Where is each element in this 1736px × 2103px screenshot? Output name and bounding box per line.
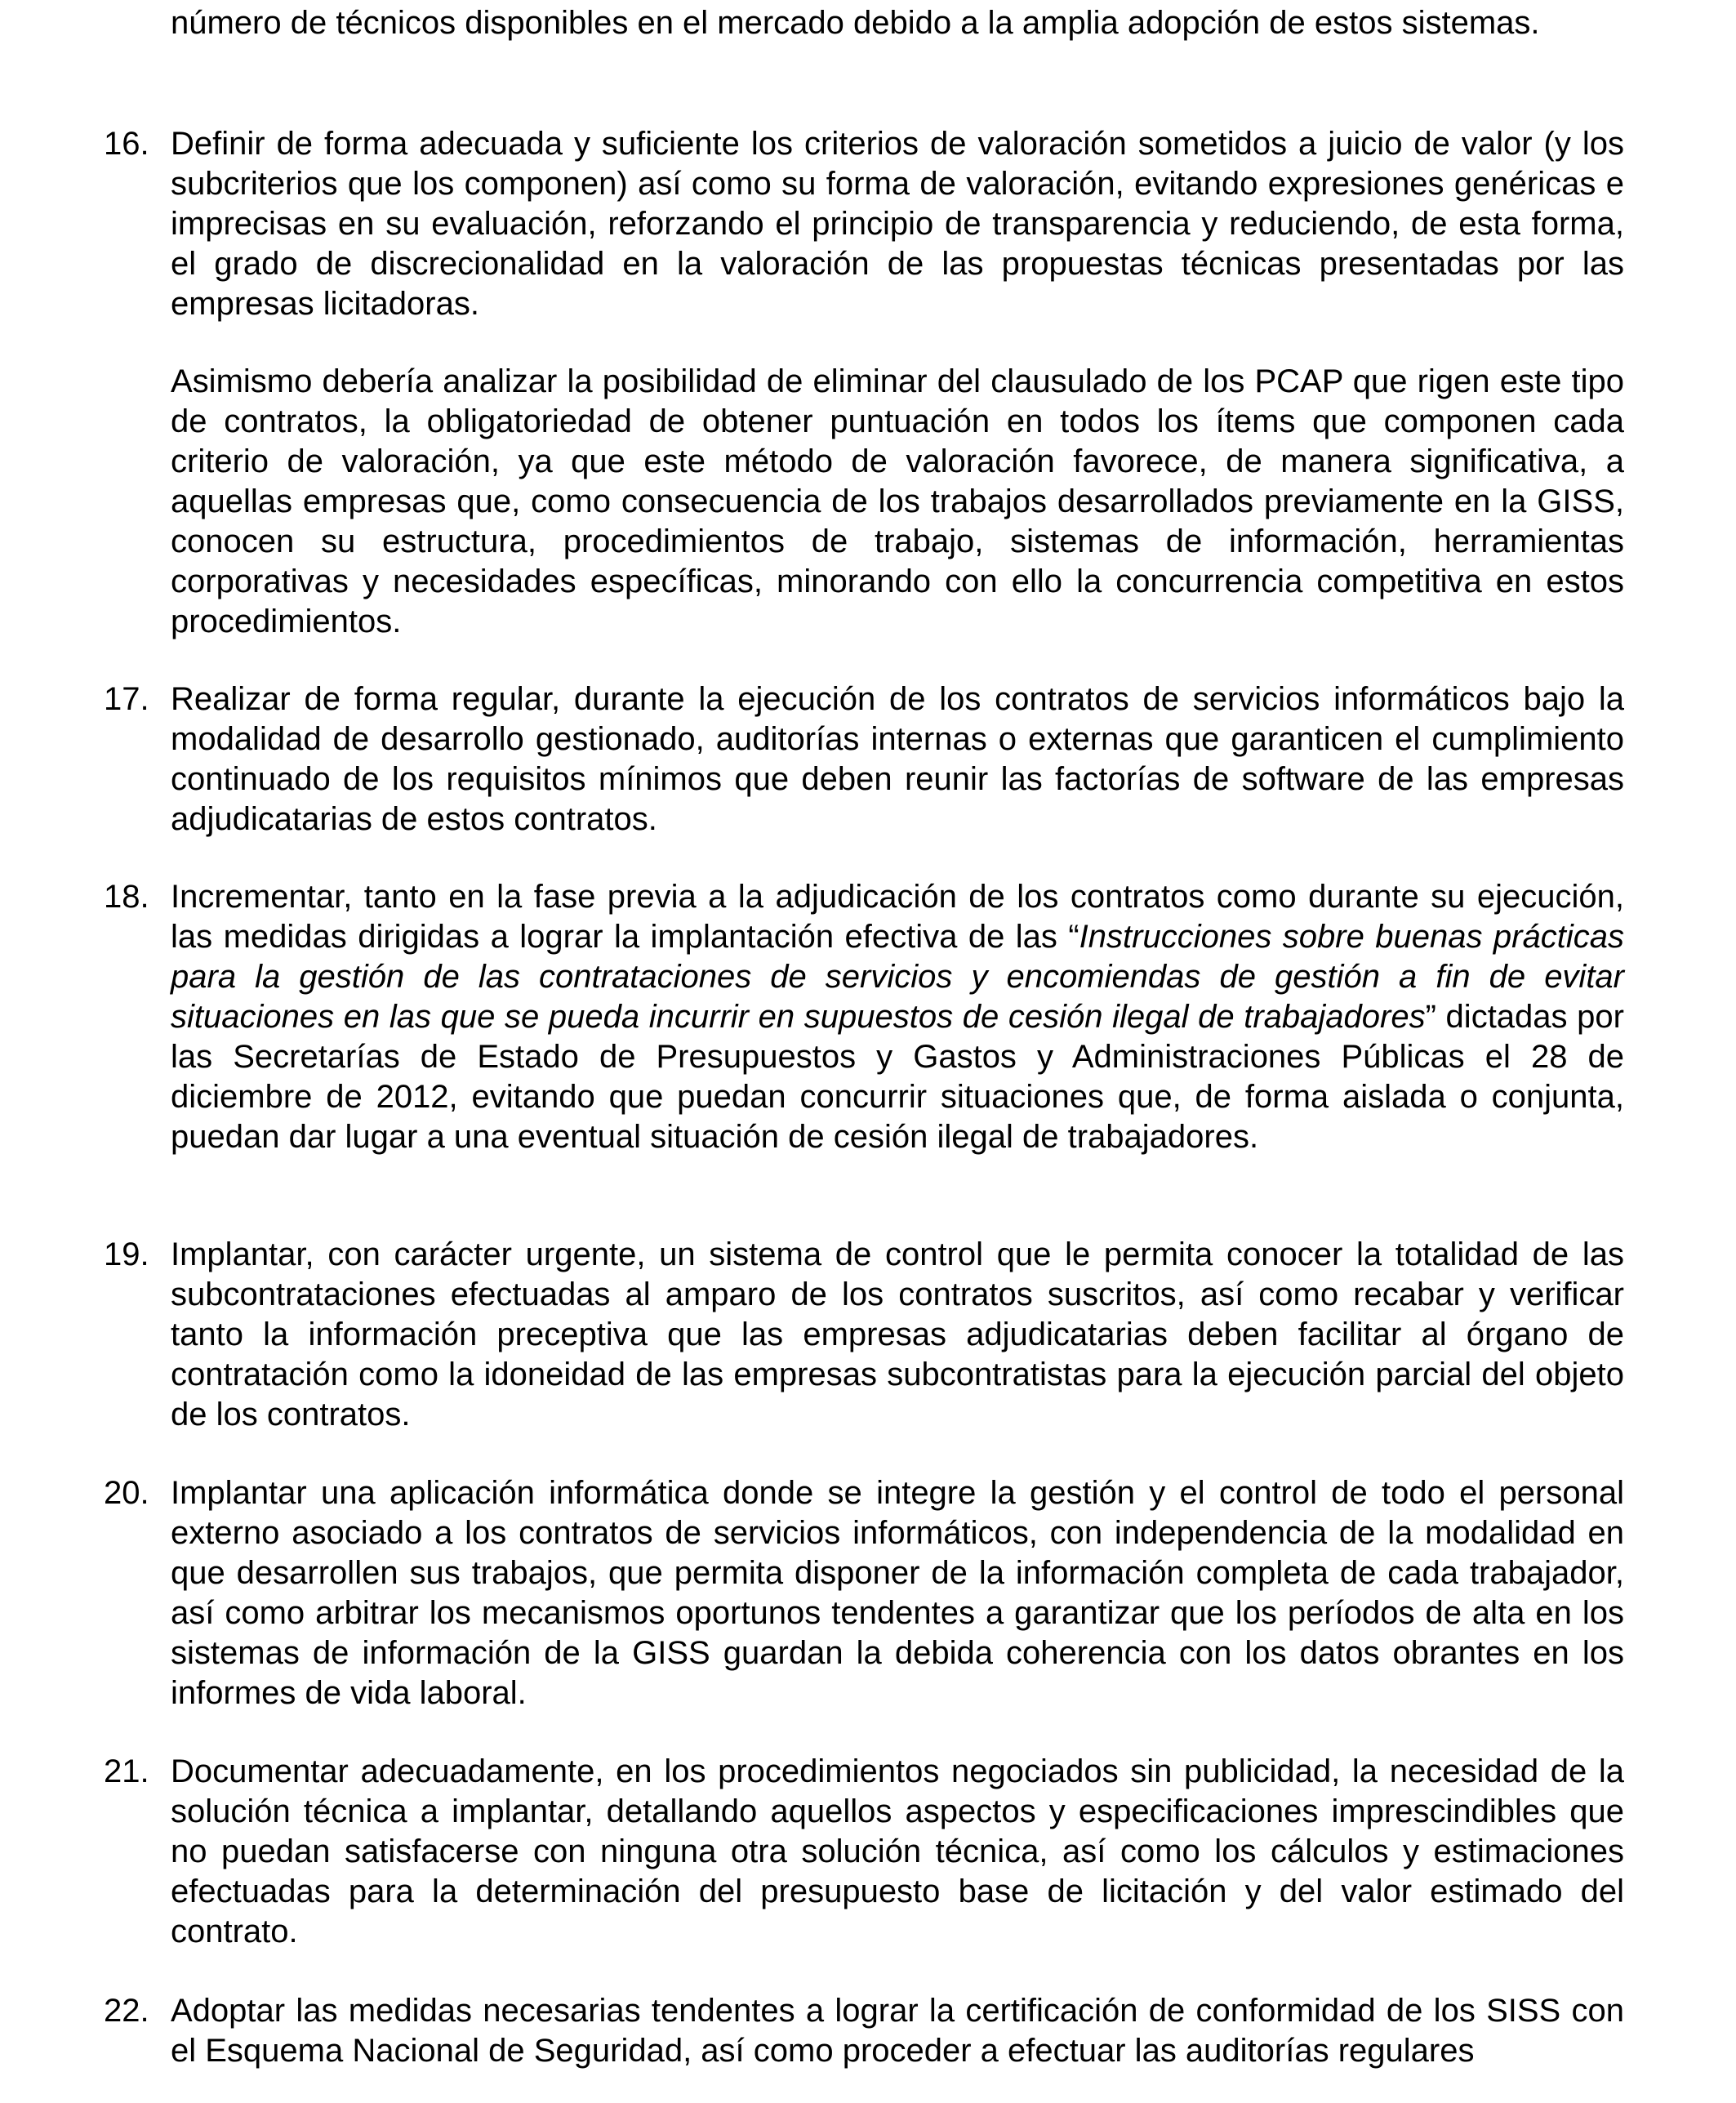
item-text-21: Documentar adecuadamente, en los procedimientos negociados sin publicidad, la necesidad de la solución técnica a implantar, detallando aquellos aspectos y especificaciones imprescindibles que no puedan satisfacerse con ninguna otra solución técnica, así como los cálculos y estimaciones efectuadas para la determinación del presupuesto base de licitación y del valor estimado del contrato. <box>171 1753 1624 1949</box>
item-text-18 <box>171 877 1624 1157</box>
item-number-16: 16. <box>104 126 149 162</box>
item-text-22: Adoptar las medidas necesarias tendentes a lograr la certificación de conformidad de los SISS con el Esquema Nacional de Seguridad, así como proceder a efectuar las auditorías regulares <box>171 1993 1624 2069</box>
item-text-19: Implantar, con carácter urgente, un sistema de control que le permita conocer la totalidad de las subcontrataciones efectuadas al amparo de los contratos suscritos, así como recabar y verificar tanto la información preceptiva que las empresas adjudicatarias deben facilitar al órgano de contratación como la idoneidad de las empresas subcontratistas para la ejecución parcial del objeto de los contratos. <box>171 1236 1624 1432</box>
item-text-18-italic: Instrucciones sobre buenas prácticas para la gestión de las contrataciones de servicios y encomiendas de gestión a fin de evitar situaciones en las que se pueda incurrir en supuestos de cesión ilegal de trabajadores <box>171 919 1624 1035</box>
item-number-21: 21. <box>104 1753 149 1789</box>
intro-continuation: número de técnicos disponibles en el mercado debido a la amplia adopción de estos sistemas. <box>171 5 1540 41</box>
item-number-18: 18. <box>104 879 149 915</box>
item-number-22: 22. <box>104 1993 149 2029</box>
item-text-16: Definir de forma adecuada y suficiente los criterios de valoración sometidos a juicio de valor (y los subcriterios que los componen) así como su forma de valoración, evitando expresiones genéricas e imprecisas en su evaluación, reforzando el principio de transparencia y reduciendo, de esta forma, el grado de discrecionalidad en la valoración de las propuestas técnicas presentadas por las empresas licitadoras. <box>171 126 1624 322</box>
item-extra-paragraph-16: Asimismo debería analizar la posibilidad de eliminar del clausulado de los PCAP que rigen este tipo de contratos, la obligatoriedad de obtener puntuación en todos los ítems que componen cada criterio de valoración, ya que este método de valoración favorece, de manera significativa, a aquellas empresas que, como consecuencia de los trabajos desarrollados previamente en la GISS, conocen su estructura, procedimientos de trabajo, sistemas de información, herramientas corporativas y necesidades específicas, minorando con ello la concurrencia competitiva en estos procedimientos. <box>171 363 1624 639</box>
item-number-19: 19. <box>104 1236 149 1272</box>
item-text-18-before: Incrementar, tanto en la fase previa a la adjudicación de los contratos como durante su ejecución, las medidas dirigidas a lograr la implantación efectiva de las “ <box>171 879 1624 955</box>
item-text-18-after: ” dictadas por las Secretarías de Estado de Presupuestos y Gastos y Administraciones Públicas el 28 de diciembre de 2012, evitando que puedan concurrir situaciones que, de forma aislada o conjunta, puedan dar lugar a una eventual situación de cesión ilegal de trabajadores. <box>171 999 1624 1155</box>
item-number-20: 20. <box>104 1475 149 1511</box>
item-text-17: Realizar de forma regular, durante la ejecución de los contratos de servicios informáticos bajo la modalidad de desarrollo gestionado, auditorías internas o externas que garanticen el cumplimiento continuado de los requisitos mínimos que deben reunir las factorías de software de las empresas adjudicatarias de estos contratos. <box>171 681 1624 837</box>
item-number-17: 17. <box>104 681 149 717</box>
item-text-20: Implantar una aplicación informática donde se integre la gestión y el control de todo el personal externo asociado a los contratos de servicios informáticos, con independencia de la modalidad en que desarrollen sus trabajos, que permita disponer de la información completa de cada trabajador, así como arbitrar los mecanismos oportunos tendentes a garantizar que los períodos de alta en los sistemas de información de la GISS guardan la debida coherencia con los datos obrantes en los informes de vida laboral. <box>171 1475 1624 1711</box>
